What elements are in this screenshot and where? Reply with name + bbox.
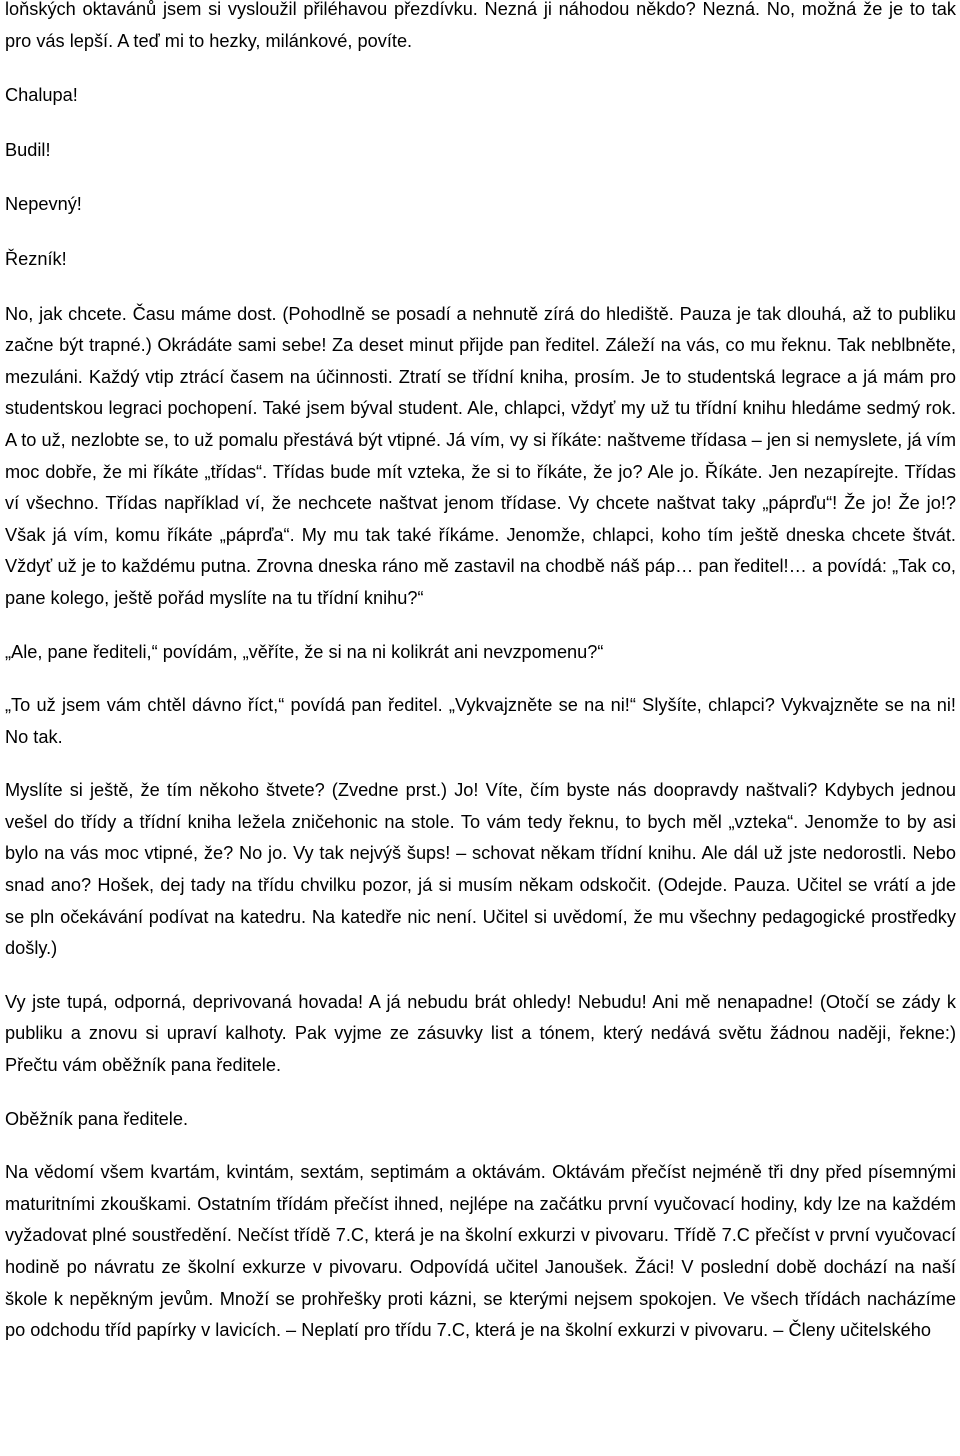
paragraph-to-uz-jsem: „To už jsem vám chtěl dávno říct,“ povídá pan ředitel. „Vykvajzněte se na ni!“ Slyšíte, chlapci? Vykvajzněte se na ni! No tak. [5, 695, 956, 747]
line-budil: Budil! [5, 139, 51, 160]
line-nepevny: Nepevný! [5, 194, 82, 215]
line-chalupa: Chalupa! [5, 85, 78, 106]
paragraph-obeznik-title: Oběžník pana ředitele. [5, 1108, 189, 1129]
paragraph-ale-pane-rediteli: „Ale, pane řediteli,“ povídám, „věříte, že si na ni kolikrát ani nevzpomenu?“ [5, 641, 604, 662]
line-reznik: Řezník! [5, 248, 67, 269]
paragraph-obeznik-text: Na vědomí všem kvartám, kvintám, sextám, septimám a oktávám. Oktávám přečíst nejméně tři dny před písemnými maturitními zkouškami. Ostatním třídám přečíst ihned, nejlépe na začátku první vyučovací hodiny, kdy lze na každém vyžadovat plné soustředění. Nečíst třídě 7.C, která je na školní exkurzi v pivovaru. Třídě 7.C přečíst v první vyučovací hodině po návratu ze školní exkurze v pivovaru. Odpovídá učitel Janoušek. Žáci! V poslední době dochází na naší škole k nepěkným jevům. Množí se prohřešky proti kázni, se kterými nejsem spokojen. Ve všech třídách nacházíme po odchodu tříd papírky v lavicích. – Neplatí pro třídu 7.C, která je na školní exkurzi v pivovaru. – Členy učitelského [5, 1162, 956, 1341]
paragraph-myslite-si: Myslíte si ještě, že tím někoho štvete? (Zvedne prst.) Jo! Víte, čím byste nás doopravdy naštvali? Kdybych jednou vešel do třídy a třídní kniha ležela zničehonic na stole. To vám tedy řeknu, to bych měl „vzteka“. Jenomže to by asi bylo na vás moc vtipné, že? No jo. Vy tak nejvýš šups! – schovat někam třídní knihu. Ale dál už jste nedorostli. Nebo snad ano? Hošek, dej tady na třídu chvilku pozor, já si musím někam odskočit. (Odejde. Pauza. Učitel se vrátí a jde se pln očekávání podívat na katedru. Na katedře nic není. Učitel si uvědomí, že mu všechny pedagogické prostředky došly.) [5, 780, 956, 959]
paragraph-vy-jste-tupa: Vy jste tupá, odporná, deprivovaná hovada! A já nebudu brát ohledy! Nebudu! Ani mě nenapadne! (Otočí se zády k publiku a znovu si upraví kalhoty. Pak vyjme ze zásuvky list a tónem, který nedává světu žádnou naději, řekne:) Přečtu vám oběžník pana ředitele. [5, 991, 956, 1076]
document-page [5, 0, 956, 1347]
paragraph-trida-kniha: No, jak chcete. Času máme dost. (Pohodlně se posadí a nehnutě zírá do hlediště. Pauza je tak dlouhá, až to publiku začne být trapné.) Okrádáte sami sebe! Za deset minut přijde pan ředitel. Záleží na vás, co mu řeknu. Tak neblbněte, mezuláni. Každý vtip ztrácí časem na účinnosti. Ztratí se třídní kniha, prosím. Je to studentská legrace a já mám pro studentskou legraci pochopení. Také jsem býval student. Ale, chlapci, vždyť my už tu třídní knihu hledáme sedmý rok. A to už, nezlobte se, to už pomalu přestává být vtipné. Já vím, vy si říkáte: naštveme třídasa – jen si nemyslete, já vím moc dobře, že mi říkáte „třídas“. Třídas bude mít vzteka, že si to říkáte, že jo? Ale jo. Říkáte. Jen nezapírejte. Třídas ví všechno. Třídas například ví, že nechcete naštvat jenom třídase. Vy chcete naštvat taky „páprďu“! Že jo! Že jo!? Však já vím, komu říkáte „páprďa“. My mu tak také říkáme. Jenomže, chlapci, koho tím ještě dneska chcete štvát. Vždyť už je to každému putna. Zrovna dneska ráno mě zastavil na chodbě náš páp… pan ředitel!… a povídá: „Tak co, pane kolego, ještě pořád myslíte na tu třídní knihu?“ [5, 303, 956, 608]
paragraph-intro: loňských oktavánů jsem si vysloužil přiléhavou přezdívku. Nezná ji náhodou někdo? Nezná. No, možná že je to tak pro vás lepší. A teď mi to hezky, milánkové, povíte. [5, 0, 956, 51]
